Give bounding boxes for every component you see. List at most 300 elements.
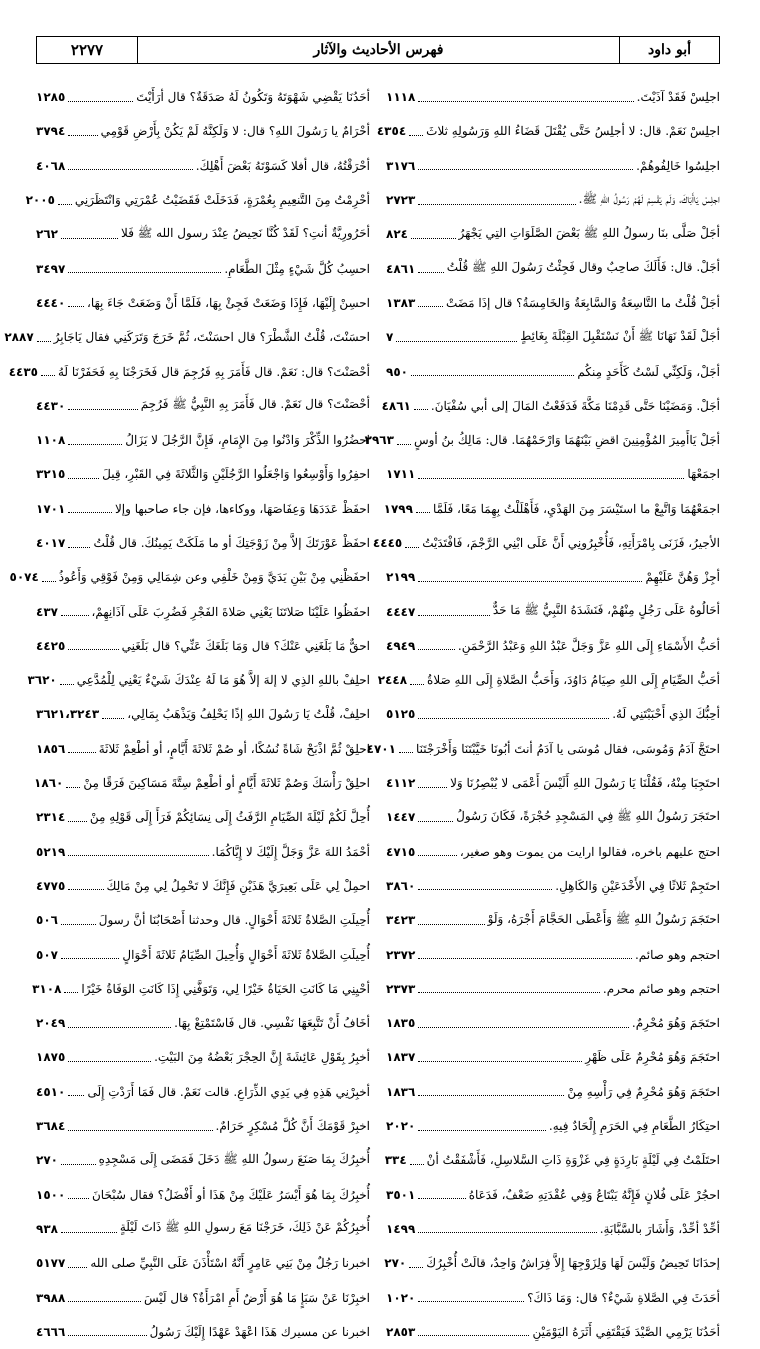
- hadith-incipit: احضُرُوا الذِّكْرَ وَادْنُوا مِنَ الإِمَامِ، فَإِنَّ الرَّجُلَ لا يَزَالُ: [125, 433, 370, 448]
- index-entry: [366, 732, 720, 766]
- index-entry: [386, 354, 720, 388]
- hadith-incipit: أحْصَنْتَ؟ قال: نَعَمْ. قال فَأَمَرَ بِهِ فَرُجِمَ قال فَخَرَجْنَا بِهِ فَحَفَرْنَا لَهُ: [57, 364, 370, 379]
- hadith-incipit: أُحِيلَتِ الصَّلاةُ ثَلاثَةَ أَحْوَالٍ. قال وحدثنا أَصْحَابُنَا أنَّ رسولَ: [98, 913, 370, 928]
- dot-leader: [409, 135, 423, 136]
- hadith-number: ١٤٤٧: [386, 810, 416, 825]
- index-entry: [25, 183, 370, 217]
- index-entry: [386, 1315, 720, 1349]
- dot-leader: [411, 238, 456, 239]
- dot-leader: [68, 1335, 146, 1336]
- index-entry: [4, 320, 370, 354]
- index-entry: [386, 835, 720, 869]
- dot-leader: [68, 306, 84, 307]
- hadith-number: ٤٨٦١: [381, 398, 411, 413]
- dot-leader: [68, 444, 122, 445]
- index-entry: [386, 1280, 720, 1314]
- index-entry: [32, 972, 370, 1006]
- index-entry: [386, 1109, 720, 1143]
- dot-leader: [68, 135, 97, 136]
- hadith-incipit: أجَلْ لَقَدْ نَهَانَا ﷺ أَنْ نَسْتَقْبِلَ القِبْلَةَ بِغَائِطٍ: [520, 328, 720, 343]
- hadith-number: ٤٠٦٨: [36, 158, 66, 173]
- hadith-incipit: احتجم وهو صائم.: [634, 947, 720, 962]
- index-entry: [36, 526, 370, 560]
- hadith-number: ٢١٩٩: [386, 570, 416, 585]
- dot-leader: [418, 821, 453, 822]
- hadith-number: ١٧٠١: [36, 501, 66, 516]
- hadith-incipit: اجلِسْ فَقَدْ آذَيْتَ.: [636, 90, 720, 105]
- index-entry: [36, 1143, 370, 1177]
- index-entry: [36, 80, 370, 114]
- hadith-incipit: اخبِرْ قَوْمَكَ أَنَّ كُلَّ مُسْكِرٍ حَرَامٌ.: [215, 1119, 370, 1134]
- index-entry: [386, 697, 720, 731]
- hadith-incipit: أحَالُوهُ عَلَى رَجُلٍ مِنْهُمْ، فَنَشَدَهُ النَّبِيُّ ﷺ مَا حَدٌّ: [492, 603, 720, 618]
- hadith-number: ١٣٨٣: [386, 295, 416, 310]
- hadith-number: ٣٦٢٠: [27, 673, 57, 688]
- hadith-number: ١٨٥٦: [36, 741, 66, 756]
- hadith-number: ٩٥٠: [386, 364, 408, 379]
- hadith-number: ٣٦٢١،٣٢٤٣: [36, 707, 100, 722]
- hadith-incipit: اخبرنا عن مسيرك هَذَا اعْهَدْ عَهْدًا إِلَيْكَ رَسُولُ: [149, 1324, 370, 1339]
- index-entry: [36, 1109, 370, 1143]
- index-entry: [376, 114, 720, 148]
- hadith-incipit: أحْصَنْتَ؟ قال نَعَمْ. قال فَأَمَرَ بِهِ النَّبِيُّ ﷺ فَرُجِمَ: [140, 397, 370, 412]
- hadith-incipit: احفَظُوا عَلَيْنَا صَلاتَنَا يَعْنِي صَلاةَ الفَجْرِ فَضُرِبَ عَلَى آذَانِهِمْ،: [91, 604, 370, 619]
- dot-leader: [61, 958, 119, 959]
- hadith-number: ١٢٨٥: [36, 90, 66, 105]
- dot-leader: [418, 615, 490, 616]
- hadith-incipit: أجَلْ. قال: فَأَلَكَ صاحِبٌ وقال فَجِئْتُ رَسُولَ اللهِ ﷺ قُلْتُ: [446, 260, 720, 275]
- hadith-incipit: أحَبُّ الصِّيَامِ إِلَى اللهِ صِيَامُ دَاوُدَ، وَأَحَبُّ الصَّلاةِ إِلَى اللهِ صَلاةُ: [427, 673, 720, 688]
- hadith-number: ٨٢٤: [386, 227, 408, 242]
- dot-leader: [68, 889, 103, 890]
- hadith-number: ٢٣٧٣: [386, 981, 416, 996]
- hadith-number: ٢٠٤٩: [36, 1016, 66, 1031]
- dot-leader: [61, 1164, 96, 1165]
- hadith-incipit: أجَلْ، وَلَكِنِّي لَسْتُ كَأَحَدٍ مِنكُم: [577, 364, 720, 379]
- hadith-incipit: اجلِسْ نَعَمْ. قال: لا أجلِسُ حَتَّى يُقْتَلَ قَضَاءُ اللهِ وَرَسُولِهِ ثلاثَ: [426, 124, 720, 139]
- dot-leader: [68, 272, 221, 273]
- index-entry: [386, 251, 720, 285]
- hadith-number: ٢٤٤٨: [377, 673, 408, 688]
- hadith-incipit: احتَجَمَ وَهُوَ مُحْرِمٌ فِي رَأْسِهِ مِنْ: [567, 1084, 720, 1099]
- dot-leader: [64, 992, 78, 993]
- hadith-number: ٥١٧٧: [36, 1256, 66, 1271]
- dot-leader: [61, 615, 89, 616]
- index-entry: [386, 1006, 720, 1040]
- dot-leader: [411, 375, 574, 376]
- index-entry: [386, 800, 720, 834]
- index-entry: [386, 869, 720, 903]
- hadith-incipit: اجلِسْ يَاأَبَاكَ، وَلَم يَقْسِمْ لَهُمْ رَسُولُ اللهِ ﷺ.: [578, 191, 720, 206]
- dot-leader: [418, 1335, 529, 1336]
- dot-leader: [61, 924, 96, 925]
- hadith-number: ٢٧٢٣: [386, 193, 416, 208]
- hadith-number: ٤٤٣٠: [36, 398, 66, 413]
- hadith-incipit: احتَجِبَا مِنْهُ، فَقُلْنَا يَا رَسُولَ اللهِ أَلَيْسَ أَعْمَى لا يُبْصِرُنَا وَلا: [450, 776, 720, 791]
- dot-leader: [68, 512, 112, 513]
- dot-leader: [418, 204, 575, 205]
- hadith-incipit: أحْمَدُ اللهَ عَزَّ وَجَلَّ إِلَيْكَ لا إِيَّاكُمَا.: [211, 844, 370, 859]
- index-entry: [36, 594, 370, 628]
- hadith-incipit: احتجم وهو صائم محرم.: [602, 981, 720, 996]
- hadith-number: ٣٤٩٧: [36, 261, 66, 276]
- dot-leader: [68, 547, 90, 548]
- index-entry: [386, 937, 720, 971]
- index-entry: [36, 800, 370, 834]
- index-entry: [36, 217, 370, 251]
- dot-leader: [410, 1164, 424, 1165]
- hadith-incipit: أحْرِمْتُ مِنَ التَّنعِيمِ بِعُمْرَةٍ، فَدَخَلَتْ فَقَضَيْتُ عُمْرَتِي وَانْتَظَرَنِي: [74, 193, 370, 208]
- hadith-number: ١١٠٨: [36, 433, 66, 448]
- hadith-number: ٤٤٤٠: [36, 295, 66, 310]
- hadith-number: ١٨٧٥: [36, 1050, 66, 1065]
- hadith-incipit: أخبِرُ بِقَوْلِ عَائِشَةَ إِنَّ الحِجْرَ بَعْضُهُ مِنَ البَيْتِ.: [154, 1050, 370, 1065]
- index-entry: [36, 286, 370, 320]
- dot-leader: [418, 272, 443, 273]
- index-entry: [386, 217, 720, 251]
- hadith-incipit: أحَدَثَ فِي الصَّلاةِ شَيْءٌ؟ قال: وَمَا ذَاكَ؟: [527, 1290, 720, 1305]
- dot-leader: [418, 1198, 465, 1199]
- hadith-number: ٣٣٤: [384, 1153, 407, 1168]
- dot-leader: [68, 1061, 151, 1062]
- index-entry: [381, 389, 720, 423]
- dot-leader: [68, 821, 87, 822]
- dot-leader: [68, 649, 118, 650]
- dot-leader: [414, 409, 428, 410]
- hadith-incipit: احفَظْ عَدَدَهَا وَعِفَاصَهَا، ووكاءها، فإن جاء صاحبها وإلا: [114, 501, 370, 516]
- hadith-number: ٤٠١٧: [36, 536, 66, 550]
- dot-leader: [68, 752, 95, 753]
- index-entry: [386, 286, 720, 320]
- index-columns: [4, 80, 720, 1339]
- hadith-incipit: أجَلْ. وَمَضَيْنَا حَتَّى قَدِمْنَا مَكَّةَ فَدَفَعْتُ المَالَ إلى أبي سُفْيَانَ.: [430, 398, 720, 413]
- dot-leader: [41, 375, 55, 376]
- index-entry: [372, 526, 720, 560]
- dot-leader: [418, 1301, 524, 1302]
- left-column: [4, 80, 370, 1339]
- dot-leader: [418, 101, 633, 102]
- hadith-number: ٤٥١٠: [36, 1084, 66, 1099]
- hadith-number: ١٠٢٠: [386, 1290, 416, 1305]
- index-entry: [386, 80, 720, 114]
- index-entry: [36, 1178, 370, 1212]
- dot-leader: [68, 1027, 171, 1028]
- index-entry: [36, 114, 370, 148]
- book-name: أبو داود: [619, 37, 719, 63]
- hadith-number: ١٤٩٩: [386, 1221, 416, 1236]
- hadith-incipit: أحَرُورِيَّةٌ أنتِ؟ لَقَدْ كُنَّا نَحِيضُ عِنْدَ رسول الله ﷺ فَلا: [121, 225, 370, 240]
- index-entry: [36, 251, 370, 285]
- hadith-number: ٢٣١٤: [36, 810, 66, 825]
- hadith-number: ٢٣٧٢: [386, 947, 416, 962]
- dot-leader: [42, 581, 56, 582]
- hadith-number: ٣١٠٨: [32, 981, 62, 996]
- dot-leader: [418, 649, 455, 650]
- index-entry: [386, 1212, 720, 1246]
- hadith-number: ٤٤٤٥: [372, 536, 403, 550]
- dot-leader: [418, 889, 552, 890]
- hadith-number: ٥٠٦: [36, 913, 58, 928]
- hadith-incipit: اخبِرْنَا عَنْ سَبَإٍ مَا هُوَ أَرْضٌ أَمِ امْرَأَةٌ؟ قال لَيْسَ: [143, 1290, 370, 1305]
- index-entry: [36, 629, 370, 663]
- dot-leader: [418, 958, 632, 959]
- dot-leader: [418, 1061, 582, 1062]
- hadith-number: ٣٤٢٣: [386, 913, 416, 928]
- hadith-number: ٢٠٠٥: [25, 193, 55, 208]
- hadith-number: ١٧١١: [386, 467, 416, 482]
- index-entry: [36, 835, 370, 869]
- hadith-number: ٢٧٠: [384, 1256, 407, 1271]
- hadith-incipit: احفَظْنِي مِنْ بَيْنِ يَدَيَّ وَمِنْ خَلْفِي وعن شِمَالِي وَمِنْ فَوْقِي وَأَعُوذُ: [58, 570, 370, 585]
- hadith-number: ٥٠٧٤: [9, 570, 39, 585]
- hadith-number: ١٨٦٠: [34, 776, 64, 791]
- hadith-incipit: اخبرنا رَجُلٌ مِنْ بَنِي عَامِرٍ أَنَّهُ اسْتَأْذَنَ عَلَى النَّبِيِّ صلى الله: [90, 1256, 370, 1271]
- index-entry: [36, 903, 370, 937]
- hadith-number: ٤٧٠١: [366, 741, 396, 756]
- dot-leader: [416, 512, 430, 513]
- dot-leader: [61, 1232, 117, 1233]
- hadith-number: ١٨٣٧: [386, 1050, 416, 1065]
- hadith-number: ٣٢١٥: [36, 467, 66, 482]
- hadith-number: ٢٨٥٣: [386, 1324, 416, 1339]
- dot-leader: [405, 547, 419, 548]
- hadith-incipit: أحْيِنِي مَا كَانَتِ الحَيَاةُ خَيْرًا لِي، وَتَوَفَّنِي إِذَا كَانَتِ الوَفَاةُ خَيْرًا: [81, 981, 370, 996]
- page-header: [36, 36, 720, 64]
- dot-leader: [399, 752, 413, 753]
- dot-leader: [418, 306, 443, 307]
- hadith-incipit: احتَجَمَ وَهُوَ مُحْرِمٌ.: [631, 1016, 720, 1031]
- dot-leader: [68, 1267, 87, 1268]
- hadith-incipit: احتَلَمْتُ فِي لَيْلَةٍ بَارِدَةٍ فِي غَزْوَةِ ذَاتِ السَّلاسِلِ، فَأَشْفَقْتُ أنْ: [426, 1153, 720, 1168]
- dot-leader: [68, 409, 137, 410]
- dot-leader: [102, 718, 124, 719]
- hadith-number: ٢٦٢: [36, 227, 58, 242]
- hadith-incipit: أُحِلَّ لَكُمْ لَيْلَةَ الصِّيَامِ الرَّفَثُ إِلَى نِسَائِكُمْ فَرَأَ إِلَى قَوْلِهِ مِنْ: [89, 810, 370, 825]
- index-entry: [9, 560, 370, 594]
- hadith-number: ٣٧٩٤: [36, 124, 66, 139]
- hadith-incipit: أُحِيلَتِ الصَّلاةُ ثَلاثَةَ أَحْوَالٍ وَأُحِيلَ الصِّيَامُ ثَلاثَةَ أَحْوَالٍ: [122, 947, 370, 962]
- index-entry: [36, 869, 370, 903]
- hadith-number: ٤٨٦١: [386, 261, 416, 276]
- hadith-number: ٢٩٦٣: [364, 433, 394, 448]
- hadith-incipit: أحِّدْ أحِّدْ، وَأَشَارَ بالسَّبَّابَةِ.: [599, 1221, 720, 1236]
- index-entry: [377, 663, 720, 697]
- dot-leader: [66, 787, 80, 788]
- index-entry: [386, 457, 720, 491]
- index-entry: [386, 972, 720, 1006]
- hadith-incipit: أُخبِرُكَ بِمَا صَنَعَ رسولُ اللهِ ﷺ دَخَلَ فَمَضَى إِلَى مَسْجِدِهِ: [98, 1151, 370, 1166]
- dot-leader: [418, 1027, 629, 1028]
- index-entry: [386, 629, 720, 663]
- hadith-number: ١٨٣٦: [386, 1084, 416, 1099]
- hadith-number: ٣٦٨٤: [36, 1119, 66, 1134]
- hadith-number: ٩٣٨: [36, 1221, 58, 1236]
- hadith-number: ١١١٨: [386, 90, 416, 105]
- hadith-number: ٧: [386, 330, 394, 345]
- hadith-number: ٢٠٢٠: [386, 1119, 416, 1134]
- hadith-number: ٥٢١٩: [36, 844, 66, 859]
- dot-leader: [418, 1232, 596, 1233]
- hadith-number: ١٨٣٥: [386, 1016, 416, 1031]
- dot-leader: [68, 1198, 89, 1199]
- index-entry: [386, 320, 720, 354]
- hadith-number: ٤٣٧: [36, 604, 58, 619]
- dot-leader: [418, 478, 684, 479]
- dot-leader: [418, 855, 457, 856]
- dot-leader: [68, 478, 99, 479]
- dot-leader: [68, 169, 192, 170]
- index-entry: [383, 492, 720, 526]
- hadith-incipit: أجَلْ يَاأَمِيرَ المُؤْمِنِينَ اقضِ بَيْنَهُمَا وَارْحَمْهُمَا. قال: مَالِكُ بنُ أوسٍ: [413, 433, 720, 448]
- hadith-number: ٢٨٨٧: [4, 330, 34, 345]
- index-entry: [36, 1280, 370, 1314]
- page-number: ٢٢٧٧: [70, 41, 104, 59]
- index-entry: [386, 766, 720, 800]
- index-entry: [36, 149, 370, 183]
- dot-leader: [397, 444, 411, 445]
- index-entry: [364, 423, 720, 457]
- hadith-incipit: اجمَعْهَا: [687, 467, 720, 482]
- index-entry: [8, 354, 370, 388]
- index-entry: [36, 1246, 370, 1280]
- index-entry: [36, 732, 370, 766]
- index-entry: [36, 1315, 370, 1349]
- hadith-number: ١٧٩٩: [383, 501, 413, 516]
- dot-leader: [418, 581, 642, 582]
- hadith-incipit: احلِفْ باللهِ الذِي لا إلهَ إلاَّ هُوَ مَا لَهُ عِنْدَكَ شَيْءٌ يَعْنِي لِلْمُدَّعِي: [76, 673, 370, 688]
- hadith-incipit: احتَجَّ آدَمُ وَمُوسَى، فقال مُوسَى يا آدَمُ أنتَ أبُونَا خَيَّبْتَنَا وَأَخْرَجْتَنَا: [415, 741, 720, 756]
- index-entry: [36, 423, 370, 457]
- hadith-incipit: أحْرَقْتُهُ، قال أفلا كَسَوْتَهُ بَعْضَ أَهْلِكَ.: [195, 158, 370, 173]
- hadith-number: ٣٩٨٨: [36, 1290, 66, 1305]
- index-entry: [386, 1143, 720, 1177]
- hadith-number: ٣٥٠١: [386, 1187, 416, 1202]
- dot-leader: [58, 204, 72, 205]
- hadith-number: ٤٩٤٩: [386, 638, 416, 653]
- hadith-number: ٥٠٧: [36, 947, 58, 962]
- right-column: [364, 80, 720, 1339]
- hadith-incipit: احمِلْ لِي عَلَى بَعِيرَيَّ هَذَيْنِ فَإِنَّكَ لا تَحْمِلُ لِي مِنْ مَالِكَ: [106, 878, 370, 893]
- hadith-incipit: أجِزْ وَهُنَّ عَلَيْهِمْ: [645, 570, 720, 585]
- hadith-incipit: احقٌّ مَا بَلَغَنِي عَنْكَ؟ قال وَمَا بَلَغَكَ عَنِّي؟ قال بَلَغَنِي: [121, 638, 370, 653]
- hadith-number: ٤١١٢: [386, 776, 416, 791]
- hadith-number: ٤٧٧٥: [36, 878, 66, 893]
- index-entry: [386, 1246, 720, 1280]
- hadith-incipit: احلِقْ ثُمَّ اذْبَحْ شَاةً نُسُكًا، أو صُمْ ثَلاثَةَ أَيَّامٍ، أو أطْعِمْ ثَلاثَةَ: [98, 741, 370, 756]
- index-entry: [386, 594, 720, 628]
- index-entry: [386, 1178, 720, 1212]
- hadith-number: ٣٨٦٠: [386, 878, 416, 893]
- hadith-number: ٤٣٥٤: [376, 124, 407, 139]
- dot-leader: [418, 718, 609, 719]
- hadith-incipit: احلِفْ، قُلْتُ يَا رَسُولَ اللهِ إذًا يَحْلِفُ وَيَذْهَبُ بِمَالِي،: [127, 707, 370, 722]
- hadith-incipit: أجَلْ صَلَّى بنَا رسولُ اللهِ ﷺ بَعْضَ الصَّلَوَاتِ التِي يَجْهَرُ: [458, 225, 720, 240]
- hadith-incipit: احلِقْ رَأْسَكَ وَصُمْ ثَلاثَةَ أَيَّامٍ أو أطْعِمْ سِتَّةَ مَسَاكِينَ فَرَقًا مِنْ: [83, 776, 370, 791]
- dot-leader: [418, 1130, 546, 1131]
- index-entry: [36, 697, 370, 731]
- hadith-number: ٣١٧٦: [386, 158, 416, 173]
- index-entry: [36, 766, 370, 800]
- hadith-incipit: أحَدُنَا يَرْمِي الصَّيْدَ فَيَقْتَفِي أَثَرَهُ اليَوْمَيْنِ: [532, 1324, 720, 1339]
- dot-leader: [418, 1095, 564, 1096]
- hadith-number: ٤٤٤٧: [386, 604, 416, 619]
- hadith-incipit: اجمَعْهُمَا وَاتَّبِعْ ما استَيْسَرَ مِنَ الهَدْيِ، فَأَهْلَلْتُ بِهِمَا مَعًا، فَلَمَّا: [432, 501, 720, 516]
- hadith-number: ٤٤٣٥: [8, 364, 38, 379]
- hadith-incipit: أُخبِرُكَ بِمَا هُوَ أَيْسَرُ عَلَيْكَ مِنْ هَذَا أو أَفْضَلُ؟ فقال سُبْحَانَ: [91, 1187, 370, 1202]
- index-entry: [27, 663, 370, 697]
- hadith-incipit: أخَافُ أَنْ تَتَّبِعَهَا نَفْسِي. قال فَاسْتَمْتِعْ بِهَا.: [174, 1016, 370, 1031]
- index-entry: [36, 389, 370, 423]
- hadith-incipit: إحدَانَا تَحِيضُ وَلَيْسَ لَهَا وَلِزَوْجِهَا إِلاَّ فِرَاشٌ وَاحِدٌ، قالَتْ أُخْبِرُكَ: [426, 1256, 720, 1271]
- hadith-number: ١٥٠٠: [36, 1187, 66, 1202]
- hadith-incipit: احتج عليهم باخره، فقالوا ارايت من يموت وهو صغير،: [459, 844, 720, 859]
- hadith-incipit: احتَجِمْ ثَلاثًا فِي الأَخْدَعَيْنِ وَالكَاهِلِ.: [555, 878, 720, 893]
- dot-leader: [418, 992, 600, 993]
- hadith-incipit: احفِرُوا وَأَوْسِعُوا وَاجْعَلُوا الرَّجُلَيْنِ وَالثَّلاثَةَ فِي القَبْرِ، قِيلَ: [102, 467, 370, 482]
- hadith-incipit: أحِبُّكَ الذِي أَحْبَبْتَنِي لَهُ.: [612, 707, 720, 722]
- index-entry: [36, 1075, 370, 1109]
- index-title: فهرس الأحاديث والآثار: [137, 37, 619, 63]
- hadith-incipit: أحَدُنَا يَقْضِي شَهْوَتَهُ وَتَكُونُ لَهُ صَدَقَةٌ؟ قال أرَأَيْتَ: [136, 90, 370, 105]
- hadith-number: ٤٧١٥: [386, 844, 416, 859]
- dot-leader: [409, 1267, 423, 1268]
- hadith-incipit: اجلِسُوا خَالِفُوهُمْ.: [636, 158, 720, 173]
- hadith-incipit: احتَجَمَ وَهُوَ مُحْرِمٌ عَلَى ظَهْرِ: [585, 1050, 720, 1065]
- dot-leader: [68, 855, 208, 856]
- index-entry: [36, 492, 370, 526]
- index-entry: [386, 1075, 720, 1109]
- dot-leader: [418, 787, 447, 788]
- dot-leader: [68, 101, 133, 102]
- hadith-incipit: احتَجَمَ رَسُولُ اللهِ ﷺ وَأَعْطَى الحَجَّامَ أَجْرَهُ، وَلَوْ: [487, 911, 720, 926]
- index-entry: [36, 1006, 370, 1040]
- hadith-incipit: أخبِرْنِي هَذِهِ فِي يَدِي الذِّرَاعِ. قالت نَعَمْ. قال فَمَا أَرَدْتِ إِلَى: [87, 1084, 370, 1099]
- hadith-incipit: احتِكَارُ الطَّعَامِ فِي الحَرَمِ إِلْحَادٌ فِيهِ.: [548, 1119, 720, 1134]
- index-entry: [386, 1040, 720, 1074]
- index-entry: [386, 149, 720, 183]
- dot-leader: [418, 924, 484, 925]
- index-entry: [36, 1212, 370, 1246]
- hadith-incipit: احجُرْ عَلَى فُلانٍ فَإِنَّهُ يَبْتَاعُ وَفِي عُقْدَتِهِ ضَعْفٌ، فَدَعَاهُ: [468, 1187, 720, 1202]
- dot-leader: [410, 684, 424, 685]
- hadith-incipit: الأجيرُ، فَزَنَى بِامْرَأَتِهِ، فَأُخْبِرُونِي أَنَّ عَلَى ابْنِي الرَّجْمَ، فَافْتَدَيْتُ: [422, 536, 720, 550]
- dot-leader: [68, 1301, 141, 1302]
- index-entry: [36, 1040, 370, 1074]
- hadith-incipit: أحَبُّ الأَسْمَاءِ إِلَى اللهِ عَزَّ وَجَلَّ عَبْدُ اللهِ وَعَبْدُ الرَّحْمَنِ.: [457, 638, 720, 653]
- dot-leader: [68, 1130, 212, 1131]
- hadith-incipit: أجَلْ قُلْتُ ما التَّاسِعَةُ وَالسَّابِعَةُ وَالخَامِسَةُ؟ قال إذَا مَضَتْ: [445, 295, 720, 310]
- dot-leader: [60, 684, 74, 685]
- dot-leader: [396, 341, 517, 342]
- dot-leader: [61, 238, 118, 239]
- hadith-number: ٢٧٠: [36, 1153, 58, 1168]
- hadith-incipit: أحْرَامٌ يا رَسُولَ اللهِ؟ قال: لا وَلَكِنَّهُ لَمْ يَكُنْ بِأَرْضِ قَوْمِي: [100, 124, 370, 139]
- index-entry: [36, 937, 370, 971]
- dot-leader: [68, 1095, 84, 1096]
- hadith-incipit: احسِنْ إِلَيْهَا، فَإِذَا وَضَعَتْ فَجِئْ بِهَا، فَلَمَّا أَنْ وَضَعَتْ جَاءَ بِهَا،: [86, 295, 370, 310]
- hadith-incipit: احفَظْ عَوْرَتَكَ إلاَّ مِنْ زَوْجَتِكَ أو ما مَلَكَتْ يَمِينُكَ. قال قُلْتُ: [93, 536, 370, 550]
- hadith-incipit: احسِبُ كُلَّ شَيْءٍ مِثْلَ الطَّعَامِ.: [224, 261, 370, 276]
- index-entry: [36, 457, 370, 491]
- hadith-incipit: احسَنْتَ، قُلْتُ الشَّطْرَ؟ قال احسَنْتَ، ثُمَّ خَرَجَ وَتَرَكَنِي فقال يَاجَابِرُ: [53, 330, 370, 345]
- hadith-number: ٤٤٢٥: [36, 638, 66, 653]
- hadith-incipit: أُخبِرُكُمْ عَنْ ذَلِكَ، خَرَجْنَا مَعَ رسولِ اللهِ ﷺ ذَاتَ لَيْلَةٍ: [119, 1220, 370, 1235]
- hadith-incipit: احتَجَرَ رَسُولُ اللهِ ﷺ فِي المَسْجِدِ حُجْرَةً، فَكَانَ رَسُولُ: [456, 808, 720, 823]
- index-entry: [386, 903, 720, 937]
- dot-leader: [37, 341, 51, 342]
- index-entry: [386, 560, 720, 594]
- dot-leader: [418, 169, 633, 170]
